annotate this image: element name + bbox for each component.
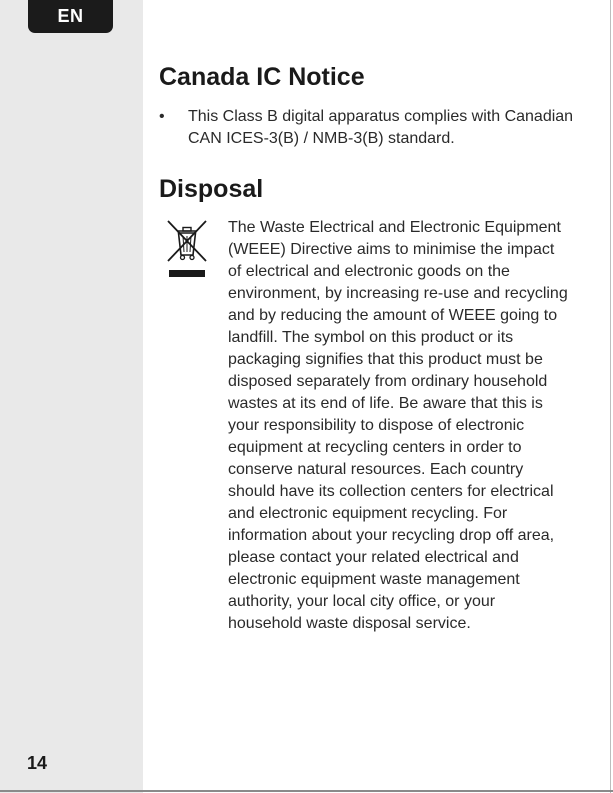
- right-edge-rule: [610, 0, 611, 793]
- canada-notice-item: • This Class B digital apparatus complies with Canadian CAN ICES-3(B) / NMB-3(B) standard.: [159, 106, 579, 150]
- sidebar: [0, 0, 143, 793]
- disposal-body-text: The Waste Electrical and Electronic Equipment (WEEE) Directive aims to minimise the impact of electrical and electronic goods on the environment, by increasing re-use and recycling and by reducing the amount of WEEE going to landfill. The symbol on this product or its packaging signifies that this product must be disposed separately from ordinary household wastes at its end of life. Be aware that this is your responsibility to dispose of electronic equipment at recycling centers in order to conserve natural resources. Each country should have its collection centers for electrical and electronic equipment recycling. For information about your recycling drop off area, please contact your related electrical and electronic equipment waste management authority, your local city office, or your household waste disposal service.: [228, 219, 568, 632]
- bottom-rule: [0, 790, 613, 792]
- weee-crossed-bin-icon: [164, 217, 210, 283]
- language-label: EN: [57, 6, 84, 26]
- canada-notice-list: [159, 106, 579, 150]
- disposal-heading: Disposal: [159, 175, 264, 203]
- language-tab: [28, 0, 113, 33]
- canada-ic-notice-heading: Canada IC Notice: [159, 63, 365, 91]
- page-number: 14: [27, 753, 48, 773]
